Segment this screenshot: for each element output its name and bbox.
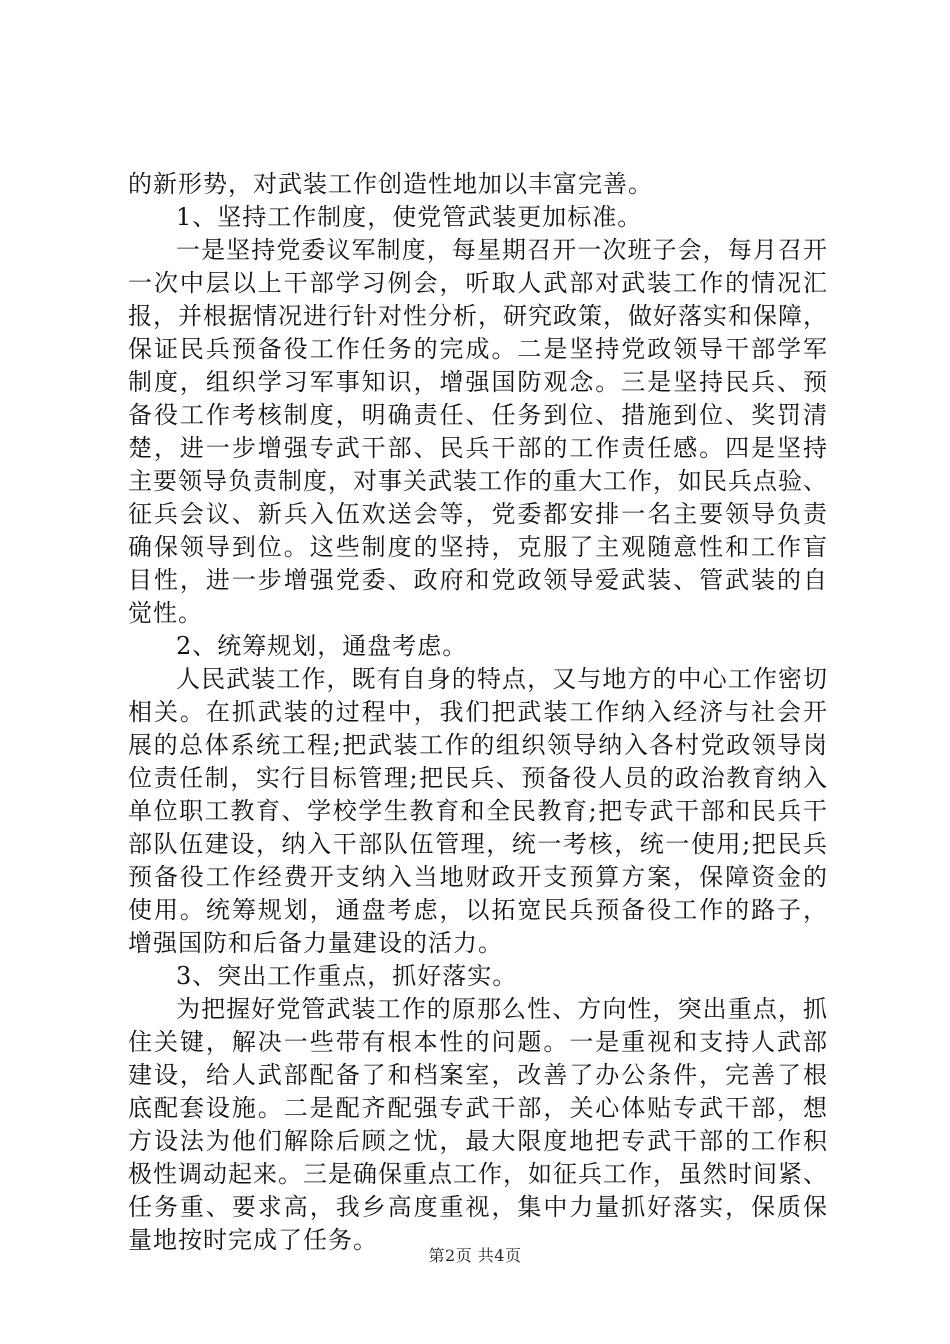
text-line: 目性，进一步增强党委、政府和党政领导爱武装、管武装的自 (128, 566, 828, 594)
text-line: 极性调动起来。三是确保重点工作，如征兵工作，虽然时间紧、 (128, 1160, 828, 1188)
text-line: 单位职工教育、学校学生教育和全民教育;把专武干部和民兵干 (128, 797, 828, 825)
text-line: 报，并根据情况进行针对性分析，研究政策，做好落实和保障， (128, 302, 828, 330)
text-line: 位责任制，实行目标管理;把民兵、预备役人员的政治教育纳入 (128, 764, 828, 792)
text-line: 的新形势，对武装工作创造性地加以丰富完善。 (128, 170, 653, 198)
text-line: 底配套设施。二是配齐配强专武干部，关心体贴专武干部，想 (128, 1094, 828, 1122)
text-line: 一是坚持党委议军制度，每星期召开一次班子会，每月召开 (176, 236, 828, 264)
text-line: 建设，给人武部配备了和档案室，改善了办公条件，完善了根 (128, 1061, 828, 1089)
text-line: 相关。在抓武装的过程中，我们把武装工作纳入经济与社会开 (128, 698, 828, 726)
text-line: 1、坚持工作制度，使党管武装更加标准。 (176, 203, 643, 231)
text-line: 使用。统筹规划，通盘考虑，以拓宽民兵预备役工作的路子， (128, 896, 828, 924)
text-line: 3、突出工作重点，抓好落实。 (176, 962, 518, 990)
text-line: 住关键，解决一些带有根本性的问题。一是重视和支持人武部 (128, 1028, 828, 1056)
text-line: 方设法为他们解除后顾之忧，最大限度地把专武干部的工作积 (128, 1127, 828, 1155)
text-line: 制度，组织学习军事知识，增强国防观念。三是坚持民兵、预 (128, 368, 828, 396)
document-body (128, 168, 828, 1257)
text-line: 量地按时完成了任务。 (128, 1226, 378, 1254)
text-line: 备役工作考核制度，明确责任、任务到位、措施到位、奖罚清 (128, 401, 828, 429)
page-footer: 第2页 共4页 (428, 1246, 522, 1265)
text-line: 征兵会议、新兵入伍欢送会等，党委都安排一名主要领导负责 (128, 500, 828, 528)
text-line: 一次中层以上干部学习例会，听取人武部对武装工作的情况汇 (128, 269, 828, 297)
text-line: 保证民兵预备役工作任务的完成。二是坚持党政领导干部学军 (128, 335, 828, 363)
text-line: 楚，进一步增强专武干部、民兵干部的工作责任感。四是坚持 (128, 434, 828, 462)
text-line: 任务重、要求高，我乡高度重视，集中力量抓好落实，保质保 (128, 1193, 828, 1221)
text-line: 预备役工作经费开支纳入当地财政开支预算方案，保障资金的 (128, 863, 828, 891)
text-line: 为把握好党管武装工作的原那么性、方向性，突出重点，抓 (176, 995, 828, 1023)
text-line: 觉性。 (128, 599, 203, 627)
text-line: 部队伍建设，纳入干部队伍管理，统一考核，统一使用;把民兵 (128, 830, 828, 858)
text-line: 增强国防和后备力量建设的活力。 (128, 929, 503, 957)
text-line: 确保领导到位。这些制度的坚持，克服了主观随意性和工作盲 (128, 533, 828, 561)
text-line: 展的总体系统工程;把武装工作的组织领导纳入各村党政领导岗 (128, 731, 828, 759)
text-line: 2、统筹规划，通盘考虑。 (176, 632, 468, 660)
text-line: 主要领导负责制度，对事关武装工作的重大工作，如民兵点验、 (128, 467, 828, 495)
text-line: 人民武装工作，既有自身的特点，又与地方的中心工作密切 (176, 665, 828, 693)
